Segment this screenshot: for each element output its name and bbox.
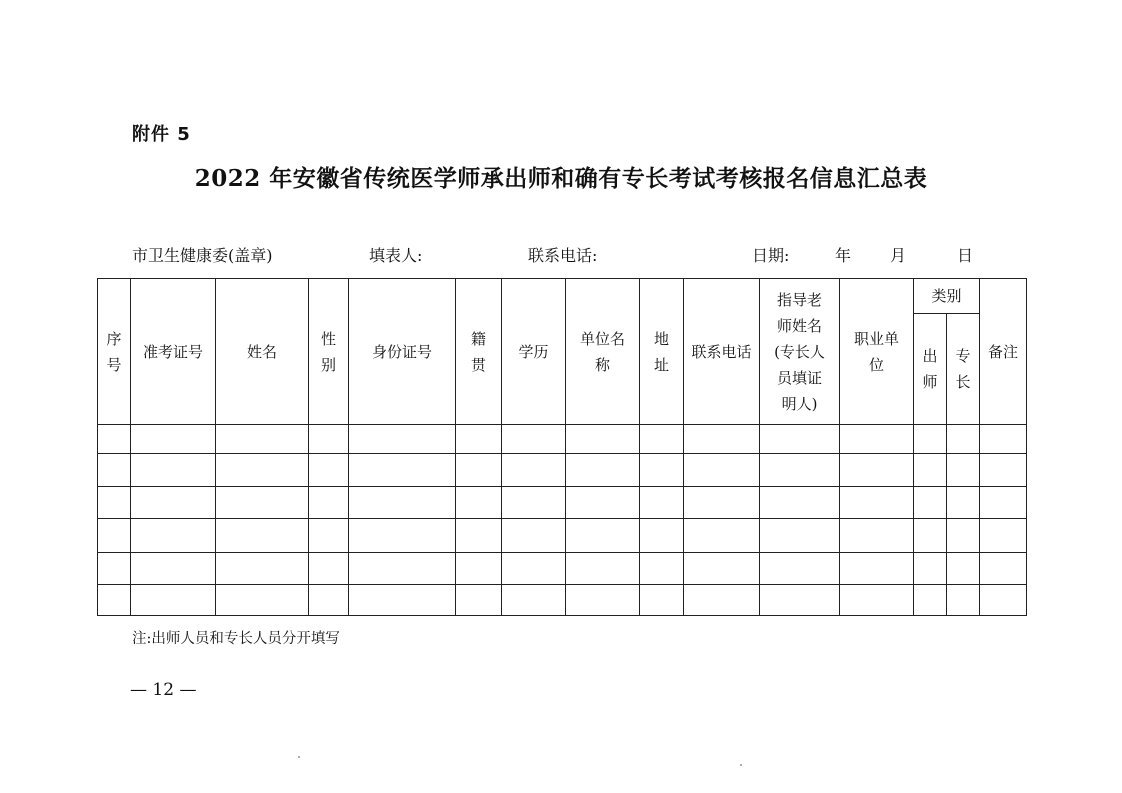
table-cell (309, 553, 349, 585)
table-cell (349, 454, 456, 487)
table-cell (914, 553, 947, 585)
table-cell (98, 425, 131, 454)
table-cell (566, 425, 640, 454)
table-cell (947, 553, 980, 585)
header-row-top (98, 279, 1027, 314)
table-cell (980, 454, 1027, 487)
col-cat-specialty: 专长 (955, 347, 971, 391)
table-cell (566, 454, 640, 487)
table-cell (98, 454, 131, 487)
col-native: 籍贯 (470, 329, 486, 374)
table-cell (947, 454, 980, 487)
table-cell (840, 425, 914, 454)
table-cell (640, 585, 684, 616)
table-cell (309, 425, 349, 454)
table-cell (98, 553, 131, 585)
table-cell (840, 519, 914, 553)
table-cell (840, 585, 914, 616)
meta-date: 日期: (752, 246, 790, 265)
table-cell (456, 519, 502, 553)
table-cell (684, 585, 760, 616)
table-cell (456, 585, 502, 616)
table-cell (216, 425, 309, 454)
table-cell (216, 585, 309, 616)
table-row (98, 454, 1027, 487)
col-phone: 联系电话 (684, 279, 760, 425)
table-cell (980, 553, 1027, 585)
table-cell (349, 487, 456, 519)
table-cell (349, 585, 456, 616)
table-cell (914, 425, 947, 454)
table-cell (349, 519, 456, 553)
table-cell (980, 585, 1027, 616)
table-cell (502, 519, 566, 553)
meta-phone: 联系电话: (528, 246, 598, 265)
table-cell (640, 519, 684, 553)
table-cell (309, 487, 349, 519)
table-cell (456, 487, 502, 519)
table-cell (502, 553, 566, 585)
table-cell (502, 454, 566, 487)
footnote: 注:出师人员和专长人员分开填写 (132, 631, 340, 647)
col-serial: 序号 (106, 329, 122, 374)
table-cell (980, 519, 1027, 553)
table-cell (502, 425, 566, 454)
table-cell (502, 585, 566, 616)
table-cell (98, 487, 131, 519)
table-cell (216, 553, 309, 585)
table-cell (760, 585, 840, 616)
table-cell (980, 487, 1027, 519)
col-exam-no: 准考证号 (131, 279, 216, 425)
table-cell (456, 425, 502, 454)
meta-filler: 填表人: (369, 246, 423, 265)
table-row (98, 487, 1027, 519)
table-cell (640, 553, 684, 585)
table-row (98, 585, 1027, 616)
col-remarks: 备注 (980, 279, 1027, 425)
table-cell (640, 425, 684, 454)
table-cell (216, 454, 309, 487)
table-cell (216, 487, 309, 519)
table-cell (566, 519, 640, 553)
table-cell (131, 519, 216, 553)
table-cell (566, 487, 640, 519)
col-addr: 地址 (653, 329, 669, 374)
registration-table (97, 278, 1027, 616)
table-cell (914, 454, 947, 487)
table-cell (349, 553, 456, 585)
table-cell (947, 487, 980, 519)
attachment-label: 附件 5 (132, 124, 191, 145)
table-cell (131, 585, 216, 616)
col-id: 身份证号 (349, 279, 456, 425)
table-cell (684, 425, 760, 454)
meta-org: 市卫生健康委(盖章) (132, 246, 273, 265)
col-gender: 性别 (320, 329, 336, 374)
table-cell (566, 585, 640, 616)
table-cell (840, 553, 914, 585)
table-cell (684, 519, 760, 553)
table-row (98, 519, 1027, 553)
col-cat-graduate: 出师 (922, 347, 938, 391)
table-cell (640, 454, 684, 487)
table-cell (309, 454, 349, 487)
page-title: 2022 年安徽省传统医学师承出师和确有专长考试考核报名信息汇总表 (194, 165, 928, 192)
table-cell (216, 519, 309, 553)
table-cell (947, 585, 980, 616)
table-cell (760, 553, 840, 585)
table-cell (309, 519, 349, 553)
table-cell (131, 487, 216, 519)
table-cell (760, 425, 840, 454)
table-cell (456, 454, 502, 487)
table-cell (980, 425, 1027, 454)
table-cell (131, 454, 216, 487)
table-cell (947, 519, 980, 553)
table-cell (947, 425, 980, 454)
table-cell (840, 487, 914, 519)
col-name: 姓名 (216, 279, 309, 425)
table-cell (760, 454, 840, 487)
table-cell (760, 519, 840, 553)
table-row (98, 553, 1027, 585)
table-cell (684, 487, 760, 519)
scan-speck (740, 764, 742, 766)
col-edu: 学历 (502, 279, 566, 425)
col-job-unit: 职业单位 (853, 329, 899, 374)
table-cell (131, 553, 216, 585)
table-cell (349, 425, 456, 454)
table-cell (914, 519, 947, 553)
col-unit: 单位名称 (579, 329, 625, 374)
table-row (98, 425, 1027, 454)
meta-year: 年 (835, 246, 852, 265)
table-cell (98, 585, 131, 616)
table-cell (684, 553, 760, 585)
meta-day: 日 (957, 246, 974, 265)
table-cell (914, 585, 947, 616)
table-cell (502, 487, 566, 519)
page-number: — 12 — (130, 680, 197, 700)
col-mentor: 指导老师姓名(专长人员填证明人) (774, 290, 825, 413)
table-cell (760, 487, 840, 519)
table-cell (840, 454, 914, 487)
table-cell (684, 454, 760, 487)
table-cell (131, 425, 216, 454)
meta-month: 月 (890, 246, 907, 265)
table-cell (914, 487, 947, 519)
table-cell (566, 553, 640, 585)
scan-speck (298, 756, 300, 758)
table-cell (309, 585, 349, 616)
table-cell (640, 487, 684, 519)
table-cell (456, 553, 502, 585)
col-category: 类别 (914, 279, 980, 314)
table-cell (98, 519, 131, 553)
